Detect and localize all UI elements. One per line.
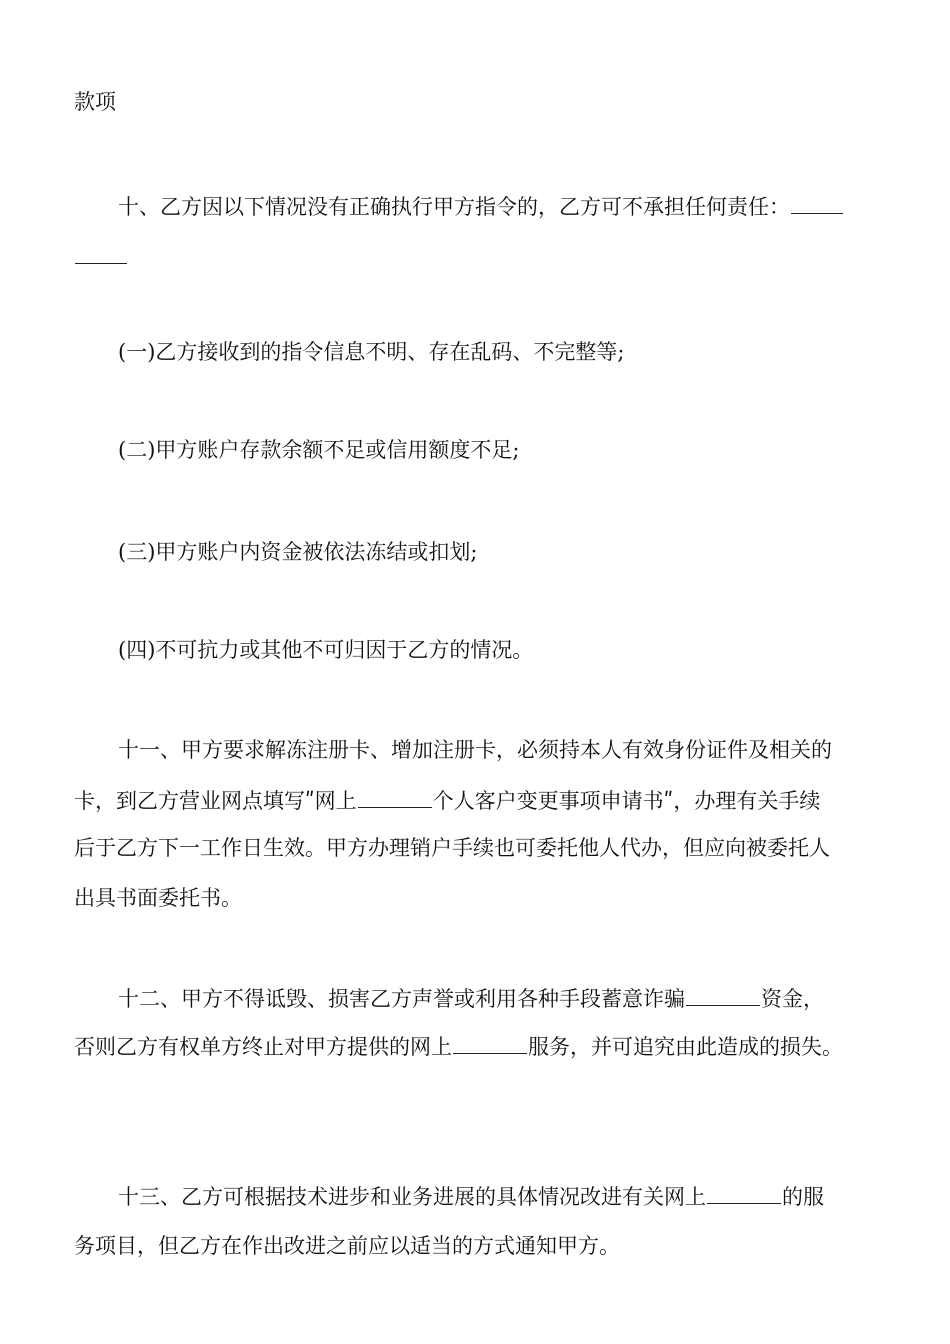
clause-13-line-2: 务项目，但乙方在作出改进之前应以适当的方式通知甲方。 [74,1234,620,1258]
clause-11-line-4: 出具书面委托书。 [74,886,242,910]
clause-12-line-2: 否则乙方有权单方终止对甲方提供的网上 服务，并可追究由此造成的损失。 [74,1032,880,1061]
clause-10-item-1: (一)乙方接收到的指令信息不明、存在乱码、不完整等; [118,340,625,364]
fill-blank [791,192,843,214]
fill-blank [453,1032,527,1054]
clause-12-line-1: 十二、甲方不得诋毁、损害乙方声誉或利用各种手段蓄意诈骗 资金， [118,984,880,1013]
clause-10-item-2: (二)甲方账户存款余额不足或信用额度不足; [118,438,520,462]
text-line: 款项 [74,90,116,114]
clause-11-line-3: 后于乙方下一工作日生效。甲方办理销户手续也可委托他人代办，但应向被委托人 [74,836,830,860]
fill-blank [358,786,432,808]
fill-blank [686,984,760,1006]
clause-11-line-1: 十一、甲方要求解冻注册卡、增加注册卡，必须持本人有效身份证件及相关的 [118,738,832,762]
clause-13-line-1: 十三、乙方可根据技术进步和业务进展的具体情况改进有关网上 的服 [118,1182,880,1211]
clause-10-item-4: (四)不可抗力或其他不可归因于乙方的情况。 [118,638,534,662]
clause-10-line-1: 十、乙方因以下情况没有正确执行甲方指令的，乙方可不承担任何责任： [118,192,880,221]
fill-blank [707,1182,781,1204]
clause-10-line-2 [74,242,880,271]
clause-10-item-3: (三)甲方账户内资金被依法冻结或扣划; [118,540,478,564]
clause-11-line-2: 卡，到乙方营业网点填写ʺ网上 个人客户变更事项申请书ʺ，办理有关手续 [74,786,880,815]
fill-blank [75,242,127,264]
